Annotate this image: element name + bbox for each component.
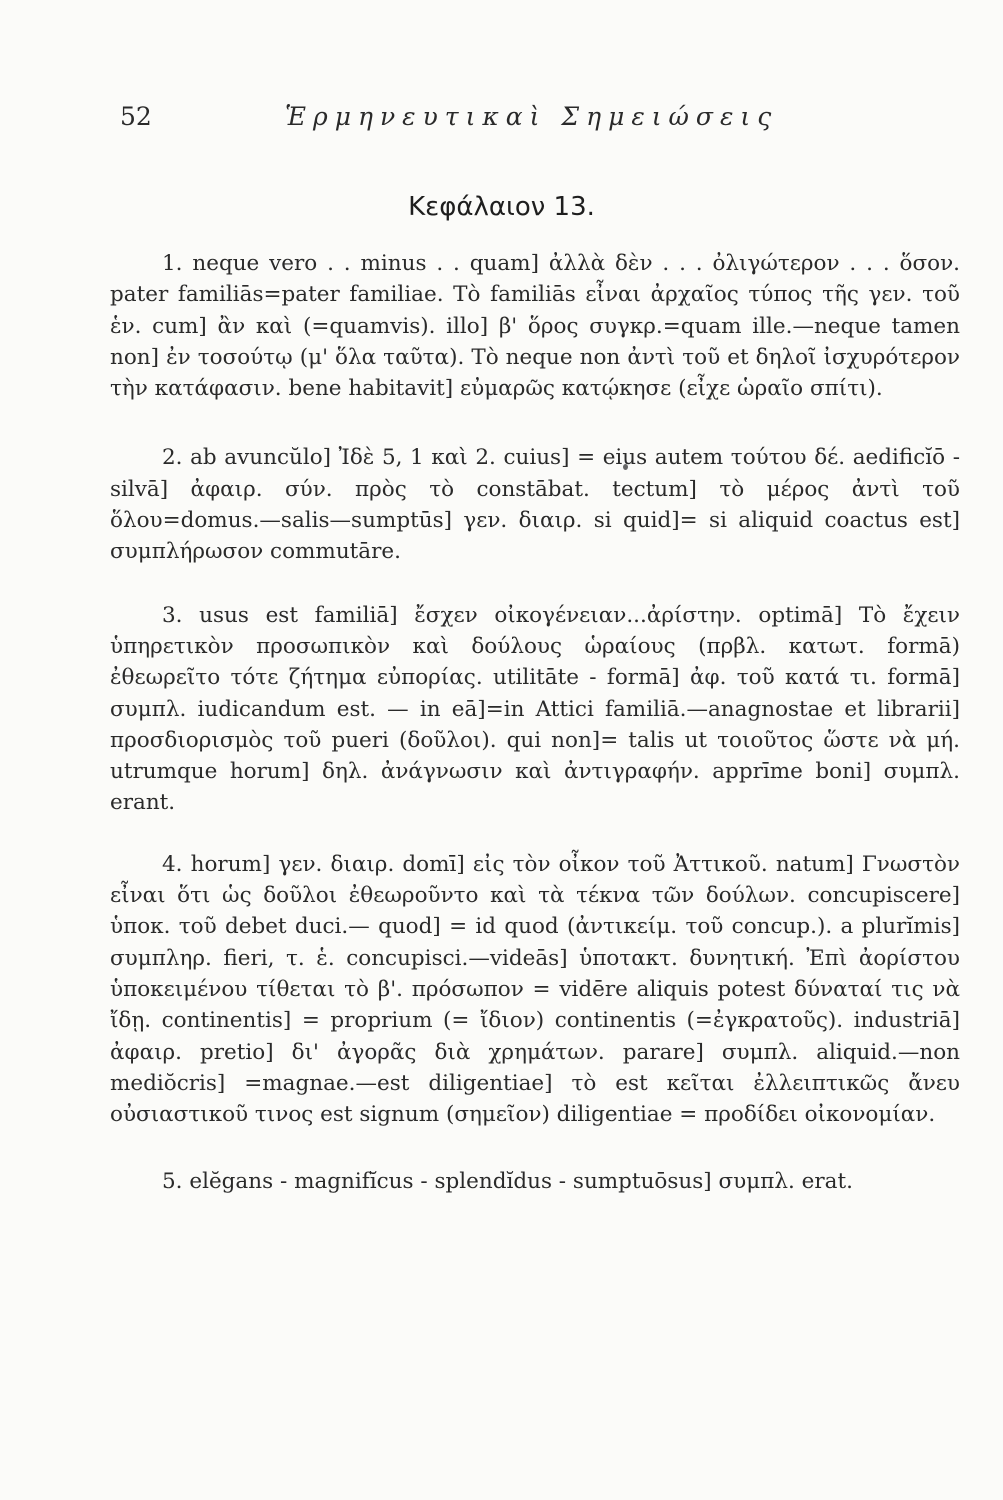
- page-header: [120, 102, 960, 142]
- note-paragraph-3: 3. usus est familiā] ἔσχεν οἰκογένειαν...ἀρίστην. optimā] Τὸ ἔχειν ὑπηρετικὸν προσωπικὸν καὶ δούλους ὡραίους (πρβλ. κατωτ. formā) ἐθεωρεῖτο τότε ζήτημα εὐπορίας. utilitāte - formā] ἀφ. τοῦ κατά τι. formā] συμπλ. iudicandum est. — in eā]=in Attici familiā.—anagnostae et librarii] προσδιορισμὸς τοῦ pueri (δοῦλοι). qui non]= talis ut τοιοῦτος ὥστε νὰ μή. utrumque horum] δηλ. ἀνάγνωσιν καὶ ἀντιγραφήν. apprīme boni] συμπλ. erant.: [110, 602, 960, 816]
- note-paragraph-1: 1. neque vero . . minus . . quam] ἀλλὰ δὲν . . . ὀλιγώτερον . . . ὅσον. pater familiās=pater familiae. Τὸ familiās εἶναι ἀρχαῖος τύπος τῆς γεν. τοῦ ἑν. cum] ἂν καὶ (=quamvis). illo] β' ὅρος συγκρ.=quam ille.—neque tamen non] ἐν τοσούτῳ (μ' ὅλα ταῦτα). Τὸ neque non ἀντὶ τοῦ et δηλοῖ ἰσχυρότερον τὴν κατάφασιν. bene habitavit] εὐμαρῶς κατῴκησε (εἶχε ὡραῖο σπίτι).: [110, 251, 960, 402]
- note-paragraph-2: 2. ab avuncŭlo] Ἰδὲ 5, 1 καὶ 2. cuius] = eius autem τούτου δέ. aedificĭō - silvā] ἀφαιρ. σύν. πρὸς τὸ constābat. tectum] τὸ μέρος ἀντὶ τοῦ ὅλου=domus.—salis—sumptūs] γεν. διαιρ. si quid]= si aliquid coactus est] συμπλήρωσον commutāre.: [110, 445, 960, 565]
- note-paragraph-4: 4. horum] γεν. διαιρ. domī] εἰς τὸν οἶκον τοῦ Ἀττικοῦ. natum] Γνωστὸν εἶναι ὅτι ὡς δοῦλοι ἐθεωροῦντο καὶ τὰ τέκνα τῶν δούλων. concupiscere] ὑποκ. τοῦ debet duci.— quod] = id quod (ἀντικείμ. τοῦ concup.). a plurĭmis] συμπληρ. fieri, τ. ἑ. concupisci.—videās] ὑποτακτ. δυνητική. Ἐπὶ ἀορίστου ὑποκειμένου τίθεται τὸ β'. πρόσωπον = vidēre aliquis potest δύναταί τις νὰ ἴδῃ. continentis] = proprium (= ἴδιον) continentis (=ἐγκρατοῦς). industriā] ἀφαιρ. pretio] δι' ἀγορᾶς διὰ χρημάτων. parare] συμπλ. aliquid.—non mediŏcris] =magnae.—est diligentiae] τὸ est κεῖται ἐλλειπτικῶς ἄνευ οὐσιαστικοῦ τινος est signum (σημεῖον) diligentiae = προδίδει οἰκονομίαν.: [110, 851, 960, 1128]
- note-paragraph-5: 5. elĕgans - magnifĭcus - splendĭdus - sumptuōsus] συμπλ. erat.: [162, 1169, 853, 1195]
- page-number: 52: [120, 102, 152, 131]
- running-head: Ἑρμηνευτικαὶ Σημειώσεις: [285, 102, 779, 131]
- chapter-title: Κεφάλαιον 13.: [408, 192, 595, 222]
- commentary-body: [110, 248, 960, 1198]
